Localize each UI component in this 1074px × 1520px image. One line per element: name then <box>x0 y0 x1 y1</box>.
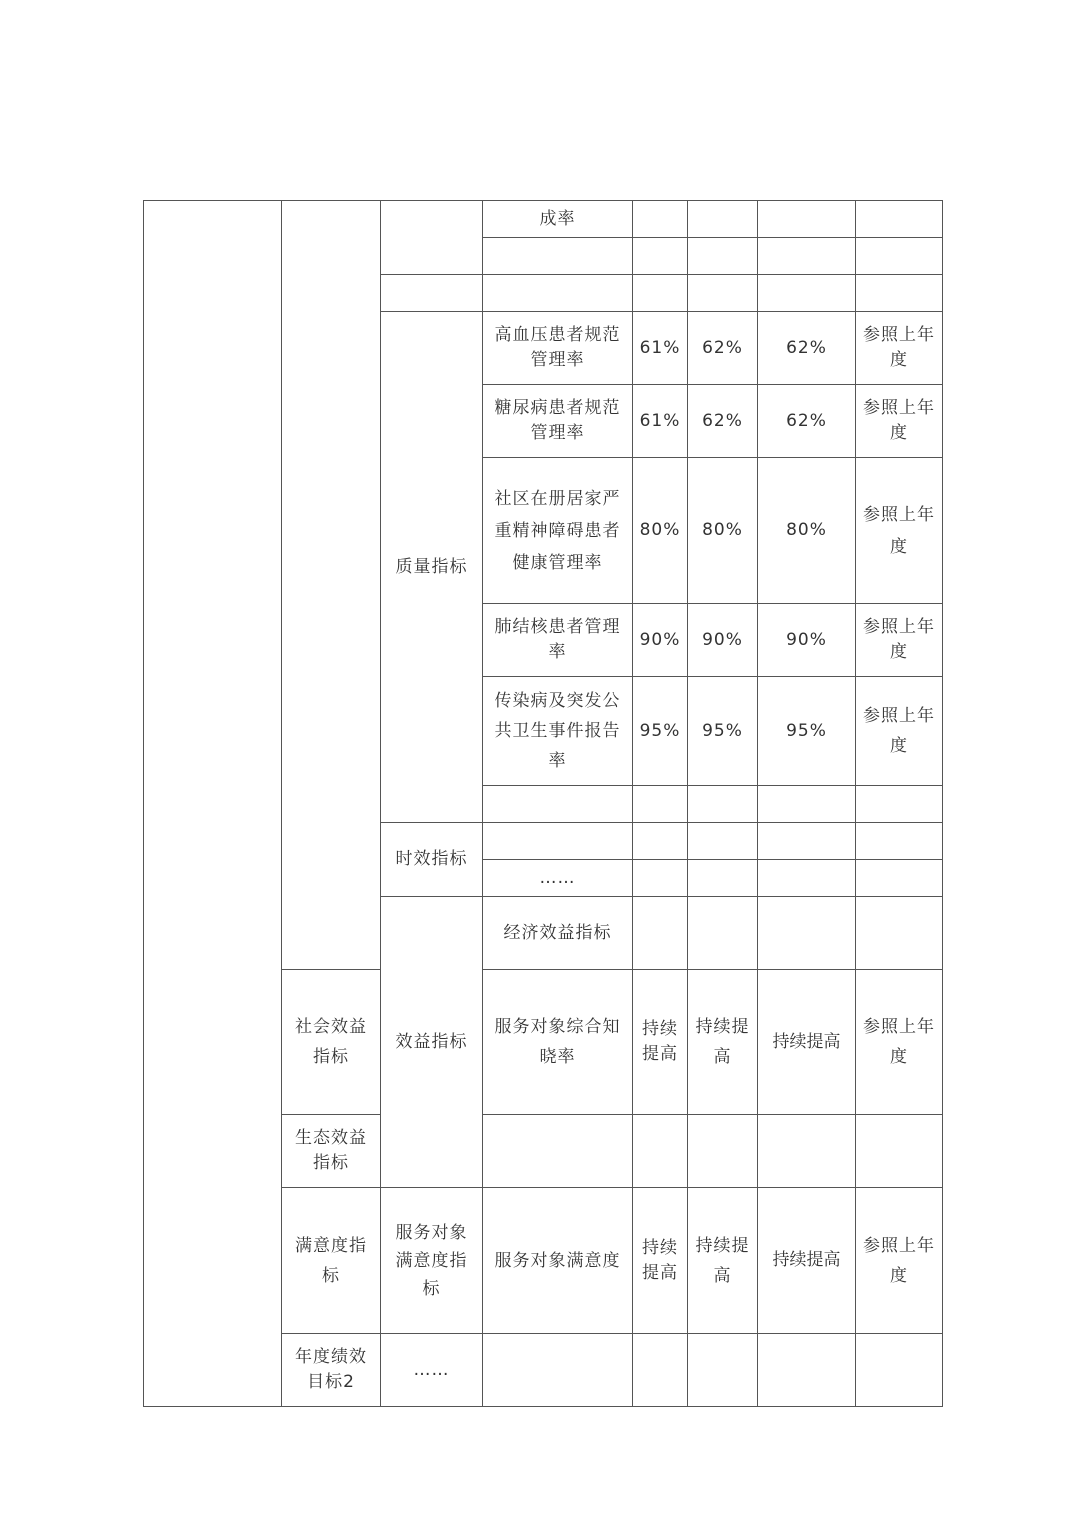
timeliness-category-cell: 时效指标 <box>381 823 483 897</box>
target-value-cell: 90% <box>633 604 688 677</box>
value-cell <box>633 1115 688 1188</box>
basis-cell <box>856 786 943 823</box>
target-value-cell: 80% <box>633 458 688 604</box>
basis-cell <box>856 1115 943 1188</box>
value-cell <box>758 275 856 312</box>
category-cell <box>381 275 483 312</box>
category-cell <box>483 1334 633 1407</box>
value-cell <box>633 238 688 275</box>
category-cell <box>381 201 483 275</box>
value-cell <box>856 1334 943 1407</box>
target-value-cell: 90% <box>758 604 856 677</box>
basis-cell: 参照上年度 <box>856 312 943 385</box>
indicator-name-cell: 成率 <box>483 201 633 238</box>
value-cell <box>688 786 758 823</box>
target-value-cell: 62% <box>758 385 856 458</box>
value-cell <box>633 786 688 823</box>
indicator-name-cell: 糖尿病患者规范管理率 <box>483 385 633 458</box>
indicator-name-cell: 服务对象满意度 <box>483 1188 633 1334</box>
basis-cell: 参照上年度 <box>856 385 943 458</box>
basis-cell: 参照上年度 <box>856 677 943 786</box>
value-cell <box>758 238 856 275</box>
target-value-cell: 持续提高 <box>633 970 688 1115</box>
value-cell <box>688 238 758 275</box>
social-category-cell: 社会效益指标 <box>282 970 381 1115</box>
indicator-name-cell <box>483 823 633 860</box>
value-cell <box>758 1115 856 1188</box>
indicator-name-cell: 传染病及突发公共卫生事件报告率 <box>483 677 633 786</box>
satisfaction-indicator-cell: 满意度指标 <box>282 1188 381 1334</box>
value-cell <box>688 823 758 860</box>
basis-cell: 参照上年度 <box>856 1188 943 1334</box>
target-value-cell: 61% <box>633 385 688 458</box>
value-cell <box>856 897 943 970</box>
value-cell <box>758 860 856 897</box>
basis-cell <box>856 275 943 312</box>
value-cell <box>633 860 688 897</box>
target-value-cell: 持续提高 <box>688 970 758 1115</box>
value-cell <box>758 1334 856 1407</box>
basis-cell: 参照上年度 <box>856 604 943 677</box>
basis-cell: 参照上年度 <box>856 458 943 604</box>
target-value-cell: 95% <box>758 677 856 786</box>
indicator-name-cell <box>483 1115 633 1188</box>
value-cell <box>688 1334 758 1407</box>
indicator-name-cell: 肺结核患者管理率 <box>483 604 633 677</box>
target-value-cell: 80% <box>758 458 856 604</box>
target-value-cell: 持续提高 <box>633 1188 688 1334</box>
table-row <box>144 201 943 238</box>
basis-cell <box>856 823 943 860</box>
target-value-cell: 62% <box>688 312 758 385</box>
target-value-cell: 持续提高 <box>688 1188 758 1334</box>
basis-cell <box>856 860 943 897</box>
target-value-cell: 95% <box>688 677 758 786</box>
ecological-category-cell: 生态效益指标 <box>282 1115 381 1188</box>
output-indicator-cell <box>282 201 381 970</box>
value-cell <box>633 275 688 312</box>
satisfaction-category-cell: 服务对象满意度指标 <box>381 1188 483 1334</box>
goal2-ellipsis-cell: …… <box>381 1334 483 1407</box>
basis-cell <box>856 238 943 275</box>
value-cell <box>688 201 758 238</box>
indicator-name-cell <box>633 897 688 970</box>
indicator-name-cell: 服务对象综合知晓率 <box>483 970 633 1115</box>
quality-category-cell: 质量指标 <box>381 312 483 823</box>
value-cell <box>688 275 758 312</box>
benefit-indicator-cell: 效益指标 <box>381 897 483 1188</box>
basis-cell: 参照上年度 <box>856 970 943 1115</box>
indicator-name-cell: 高血压患者规范管理率 <box>483 312 633 385</box>
indicator-name-cell: …… <box>483 860 633 897</box>
value-cell <box>758 786 856 823</box>
target-value-cell: 95% <box>633 677 688 786</box>
value-cell <box>633 201 688 238</box>
value-cell <box>633 823 688 860</box>
target-value-cell: 90% <box>688 604 758 677</box>
target-value-cell: 61% <box>633 312 688 385</box>
value-cell <box>758 823 856 860</box>
indicator-name-cell <box>633 1334 688 1407</box>
target-value-cell: 80% <box>688 458 758 604</box>
target-value-cell: 62% <box>758 312 856 385</box>
value-cell <box>688 860 758 897</box>
indicator-name-cell <box>483 786 633 823</box>
value-cell <box>688 897 758 970</box>
target-value-cell: 持续提高 <box>758 1188 856 1334</box>
value-cell <box>758 201 856 238</box>
target-value-cell: 62% <box>688 385 758 458</box>
basis-cell <box>856 201 943 238</box>
value-cell <box>688 1115 758 1188</box>
economic-category-cell: 经济效益指标 <box>483 897 633 970</box>
target-value-cell: 持续提高 <box>758 970 856 1115</box>
indicator-name-cell <box>483 275 633 312</box>
indicator-name-cell <box>483 238 633 275</box>
value-cell <box>758 897 856 970</box>
goal1-cell <box>144 201 282 1407</box>
goal2-cell: 年度绩效目标2 <box>282 1334 381 1407</box>
performance-indicator-table <box>143 200 943 1407</box>
indicator-name-cell: 社区在册居家严重精神障碍患者健康管理率 <box>483 458 633 604</box>
